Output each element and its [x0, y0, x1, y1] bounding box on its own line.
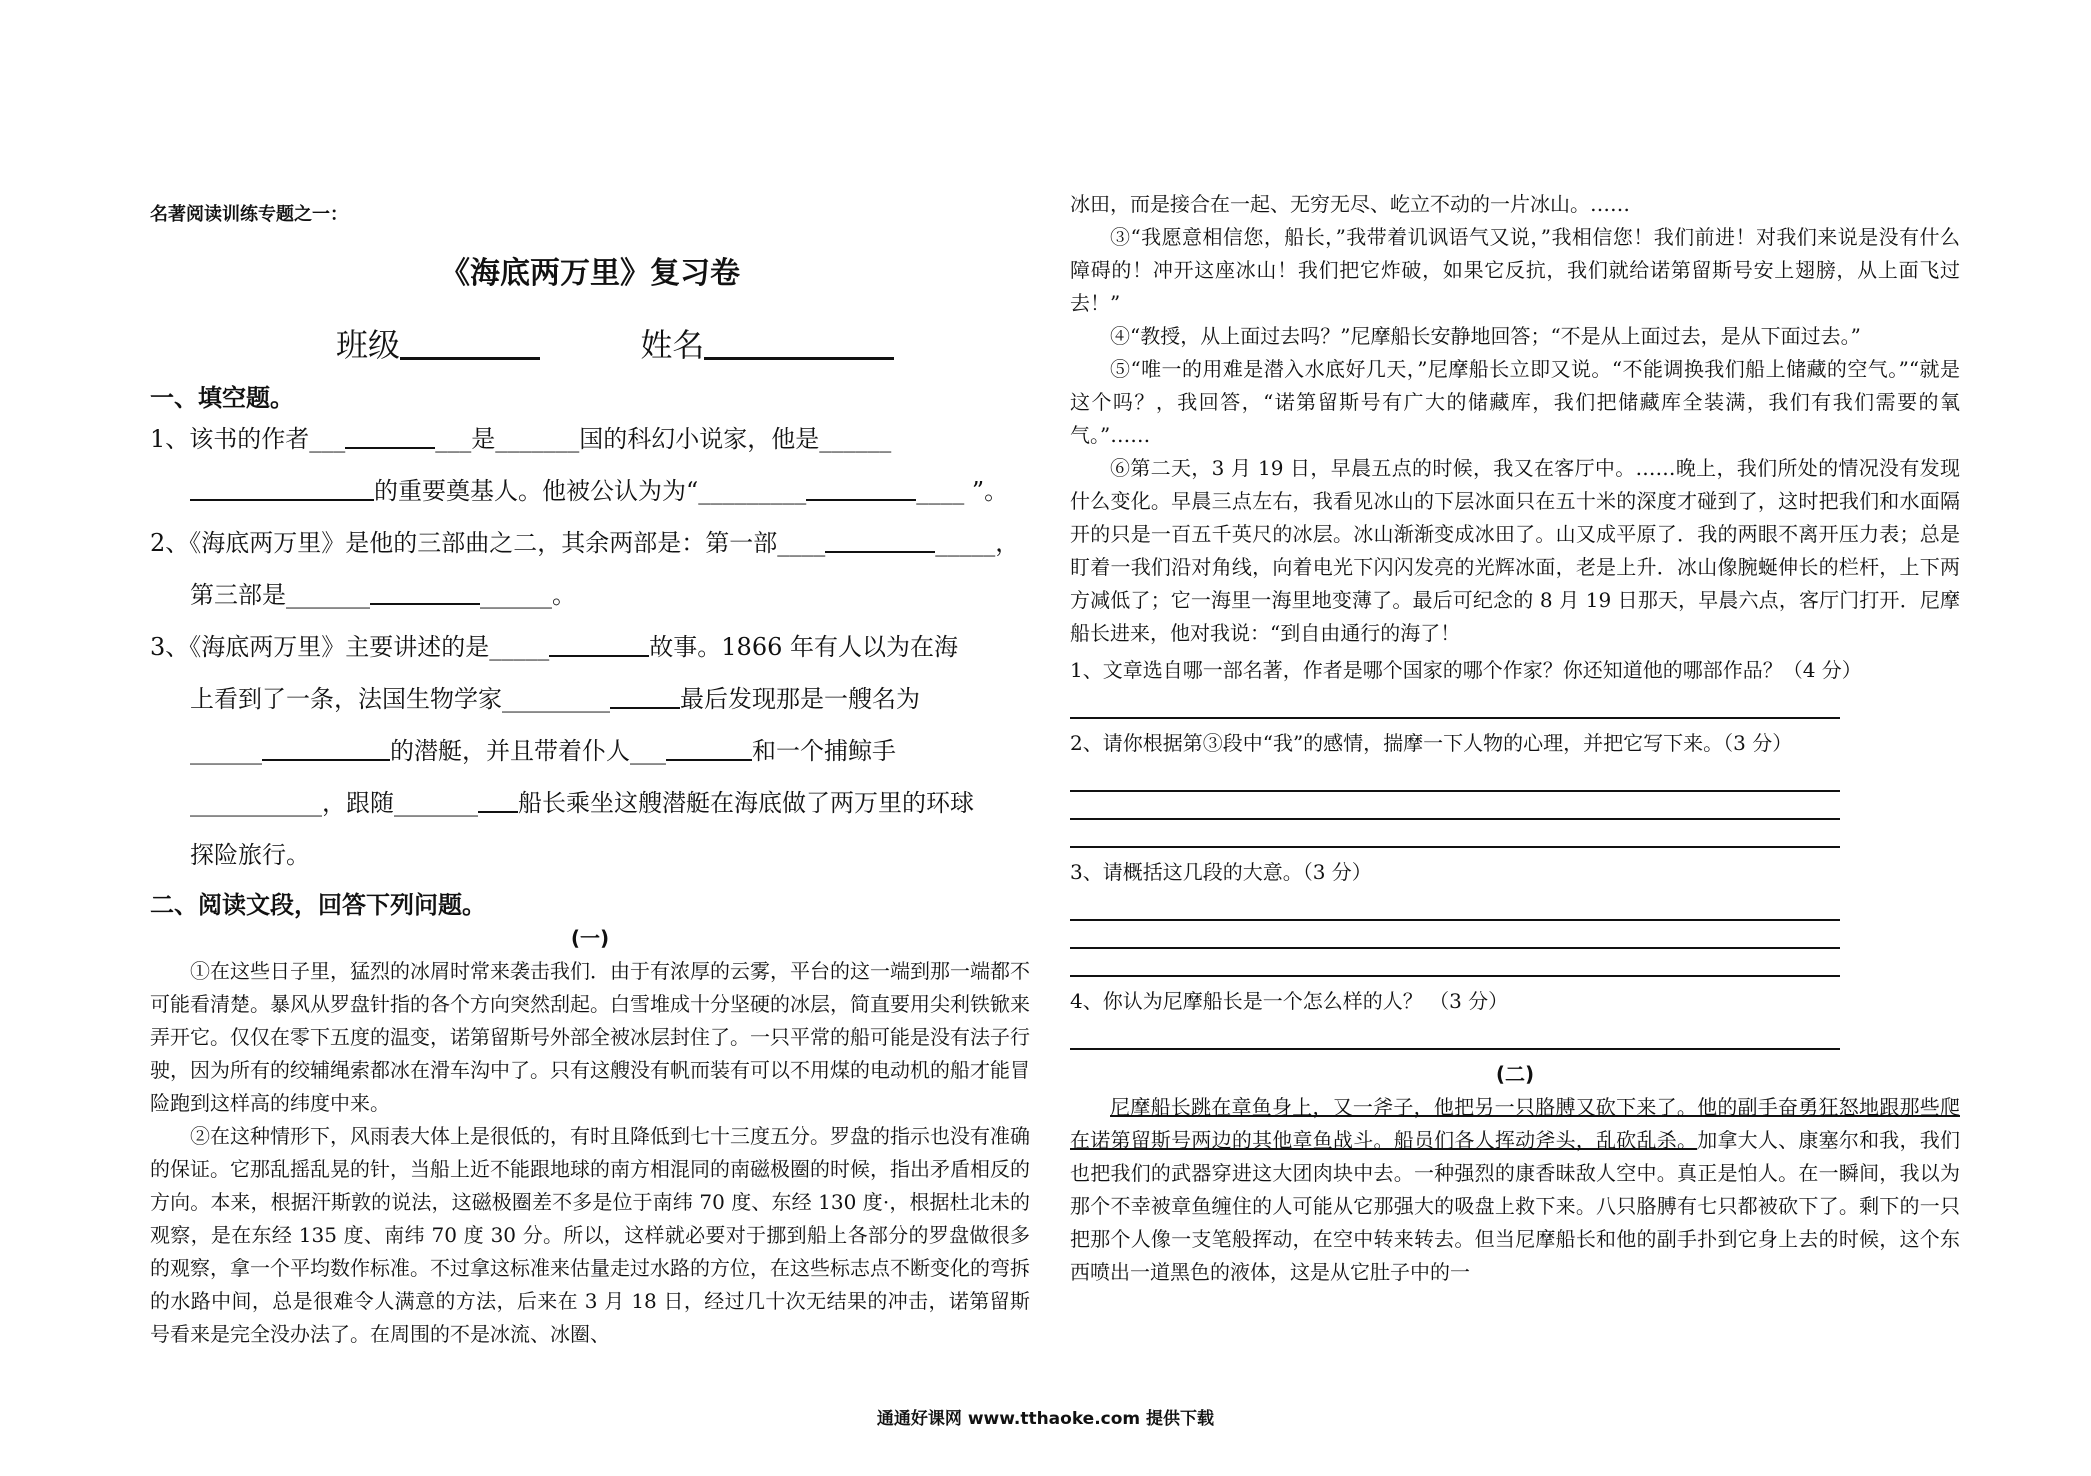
- answer-line[interactable]: [1070, 921, 1840, 949]
- blank-title[interactable]: [806, 477, 916, 501]
- class-name-line: [336, 320, 1030, 366]
- answer-line[interactable]: [1070, 691, 1840, 719]
- question-4: 4、你认为尼摩船长是一个怎么样的人？ （3 分）: [1070, 989, 1509, 1013]
- fill-q3-line2: [150, 673, 1030, 725]
- blank-submarine[interactable]: [262, 737, 390, 761]
- fill-q3-line5: [150, 829, 1030, 881]
- answer-line[interactable]: [1070, 949, 1840, 977]
- blank-captain[interactable]: [478, 789, 518, 813]
- fill-text: 3、《海底两万里》主要讲述的是_____: [150, 633, 550, 661]
- fill-q3-line3: [150, 725, 1030, 777]
- fill-q1-line1: [150, 413, 1030, 465]
- blank-part1[interactable]: [825, 529, 935, 553]
- answer-line[interactable]: [1070, 764, 1840, 792]
- section1-label: (一): [570, 926, 610, 950]
- class-field[interactable]: [400, 329, 540, 360]
- blank-biologist[interactable]: [610, 685, 680, 709]
- answer-line[interactable]: [1070, 893, 1840, 921]
- question-1: 1、文章选自哪一部名著，作者是哪个国家的哪个作家？你还知道他的哪部作品？（4 分）: [1070, 658, 1862, 682]
- fill-q3-line1: [150, 621, 1030, 673]
- paragraph-3: ③“我愿意相信您，船长，”我带着讥讽语气又说，”我相信您！我们前进！对我们来说是没有什么障碍的！冲开这座冰山！我们把它炸破，如果它反抗，我们就给诺第留斯号安上翅膀，从上面飞过去！”: [1070, 225, 1960, 315]
- fill-text: ______。: [480, 581, 576, 609]
- fill-q2-line1: [150, 517, 1030, 569]
- page-title: 《海底两万里》复习卷: [440, 256, 740, 291]
- section2-underlined: 尼摩船长跳在章鱼身上，又一斧子，他把另一只胳膊又砍下来了。他的副手奋勇狂怒地跟那些爬在诺第留斯号两边的其他章鱼战斗。船员们各人挥动斧头，乱砍乱杀。: [1070, 1095, 1960, 1152]
- part1-heading: 一、填空题。: [150, 384, 294, 412]
- blank-part3[interactable]: [370, 581, 480, 605]
- fill-q1-line2: [150, 465, 1030, 517]
- series-tag: 名著阅读训练专题之一：: [150, 204, 348, 225]
- fill-text: 船长乘坐这艘潜艇在海底做了两万里的环球: [518, 789, 974, 817]
- fill-text: 1、该书的作者___: [150, 425, 346, 453]
- fill-q3-line4: [150, 777, 1030, 829]
- question-2: 2、请你根据第③段中“我”的感情，揣摩一下人物的心理，并把它写下来。（3 分）: [1070, 731, 1793, 755]
- fill-q2-line2: [150, 569, 1030, 621]
- section2-label: (二): [1495, 1062, 1535, 1086]
- blank-story[interactable]: [549, 633, 649, 657]
- fill-text: 探险旅行。: [190, 841, 310, 869]
- section2-rest: 加拿大人、康塞尔和我，我们也把我们的武器穿进这大团肉块中去。一种强烈的康香昧敌人空中。真正是怕人。在一瞬间，我以为那个不幸被章鱼缠住的人可能从它那强大的吸盘上救下来。八只胳膊有七只都被砍下了。剩下的一只把那个人像一支笔般挥动，在空中转来转去。但当尼摩船长和他的副手扑到它身上去的时候，这个东西喷出一道黑色的液体，这是从它肚子中的一: [1070, 1128, 1961, 1284]
- footer-credit: 通通好课网 www.tthaoke.com 提供下载: [876, 1409, 1215, 1429]
- right-column: [1070, 188, 1960, 1289]
- fill-text: 第三部是_______: [190, 581, 370, 609]
- fill-text: ___________，跟随_______: [190, 789, 478, 817]
- fill-text: 上看到了一条，法国生物学家_________: [190, 685, 610, 713]
- answer-line[interactable]: [1070, 792, 1840, 820]
- answer-line[interactable]: [1070, 1022, 1840, 1050]
- paragraph-6: ⑥第二天，3 月 19 日，早晨五点的时候，我又在客厅中。……晚上，我们所处的情况没有发现什么变化。早晨三点左右，我看见冰山的下层冰面只在五十米的深度才碰到了，这时把我们和水面隔开的只是一百五千英尺的冰层。冰山渐渐变成冰田了。山又成平原了．我的两眼不离开压力表；总是盯着一我们沿对角线，向着电光下闪闪发亮的光辉冰面，老是上升．冰山像腕蜒伸长的栏杆，上下两方减低了；它一海里一海里地变薄了。最后可纪念的 8 月 19 日那天，早晨六点，客厅门打开．尼摩船长进来，他对我说：“到自由通行的海了！: [1070, 456, 1960, 645]
- name-field[interactable]: [704, 329, 894, 360]
- fill-text: 的潜艇，并且带着仆人___: [390, 737, 666, 765]
- left-column: [150, 190, 1030, 1351]
- name-label: 姓名: [640, 326, 705, 364]
- fill-text: ______: [190, 737, 262, 765]
- paragraph-2-continued: 冰田，而是接合在一起、无穷无尽、屹立不动的一片冰山。……: [1070, 192, 1630, 216]
- section2-paragraph: [1070, 1091, 1960, 1289]
- blank-author[interactable]: [345, 425, 435, 449]
- fill-text: 2、《海底两万里》是他的三部曲之二，其余两部是：第一部____: [150, 529, 826, 557]
- part2-heading: 二、阅读文段，回答下列问题。: [150, 891, 486, 919]
- blank-genre[interactable]: [190, 477, 374, 501]
- fill-text: 的重要奠基人。他被公认为为“_________: [374, 477, 807, 505]
- fill-text: 故事。1866 年有人以为在海: [649, 633, 958, 661]
- question-3: 3、请概括这几段的大意。（3 分）: [1070, 860, 1372, 884]
- paragraph-2: ②在这种情形下，风雨表大体上是很低的，有时且降低到七十三度五分。罗盘的指示也没有准确的保证。它那乱摇乱晃的针，当船上近不能跟地球的南方相混同的南磁极圈的时候，指出矛盾相反的方向。本来，根据汗斯敦的说法，这磁极圈差不多是位于南纬 70 度、东经 130 度·，根据杜北未的观察，是在东经 135 度、南纬 70 度 30 分。所以，这样就必要对于挪到船上各部分的罗盘做很多的观察，拿一个平均数作标准。不过拿这标准来估量走过水路的方位，在这些标志点不断变化的弯拆的水路中间，总是很难令人满意的方法，后来在 3 月 18 日，经过几十次无结果的冲击，诺第留斯号看来是完全没办法了。在周围的不是冰流、冰圈、: [150, 1124, 1030, 1346]
- fill-text: ____ ”。: [916, 477, 1009, 505]
- fill-text: ___是_______国的科幻小说家，他是______: [435, 425, 892, 453]
- paragraph-5: ⑤“唯一的用难是潜入水底好几天，”尼摩船长立即又说。“不能调换我们船上储藏的空气。”“就是这个吗？，我回答，“诺第留斯号有广大的储藏库，我们把储藏库全装满，我们有我们需要的氧气。”……: [1070, 357, 1960, 447]
- fill-text: _____，: [935, 529, 1020, 557]
- fill-text: 最后发现那是一艘名为: [680, 685, 920, 713]
- fill-text: 和一个捕鲸手: [752, 737, 896, 765]
- class-label: 班级: [336, 326, 401, 364]
- paragraph-4: ④“教授，从上面过去吗？”尼摩船长安静地回答；“不是从上面过去，是从下面过去。”: [1110, 324, 1861, 348]
- blank-servant[interactable]: [666, 737, 752, 761]
- paragraph-1: ①在这些日子里，猛烈的冰屑时常来袭击我们．由于有浓厚的云雾，平台的这一端到那一端都不可能看清楚。暴风从罗盘针指的各个方向突然刮起。白雪堆成十分坚硬的冰层，简直要用尖利铁锨来弄开它。仅仅在零下五度的温变，诺第留斯号外部全被冰层封住了。一只平常的船可能是没有法子行驶，因为所有的绞辅绳索都冰在滑车沟中了。只有这艘没有帆而装有可以不用煤的电动机的船才能冒险跑到这样高的纬度中来。: [150, 959, 1030, 1115]
- answer-line[interactable]: [1070, 820, 1840, 848]
